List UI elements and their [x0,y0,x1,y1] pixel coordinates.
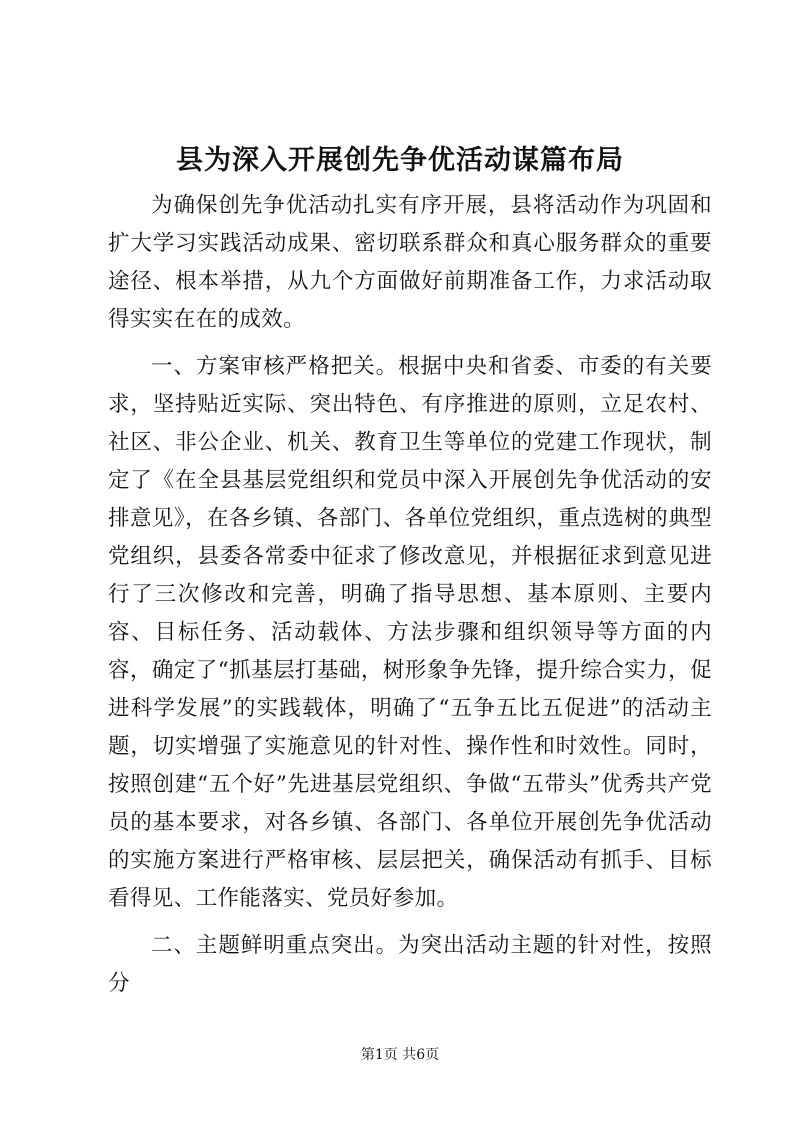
document-title: 县为深入开展创先争优活动谋篇布局 [176,145,624,176]
paragraph-section-2: 二、主题鲜明重点突出。为突出活动主题的针对性，按照分 [108,933,712,996]
paragraph-intro: 为确保创先争优活动扎实有序开展，县将活动作为巩固和扩大学习实践活动成果、密切联系群众和真心服务群众的重要途径、根本举措，从九个方面做好前期准备工作，力求活动取得实实在在的成效。 [108,193,712,332]
page-footer: 第1页 共6页 [360,1047,440,1063]
paragraph-section-1: 一、方案审核严格把关。根据中央和省委、市委的有关要求，坚持贴近实际、突出特色、有序推进的原则，立足农村、社区、非公企业、机关、教育卫生等单位的党建工作现状，制定了《在全县基层党组织和党员中深入开展创先争优活动的安排意见》，在各乡镇、各部门、各单位党组织，重点选树的典型党组织，县委各常委中征求了修改意见，并根据征求到意见进行了三次修改和完善，明确了指导思想、基本原则、主要内容、目标任务、活动载体、方法步骤和组织领导等方面的内容，确定了“抓基层打基础，树形象争先锋，提升综合实力，促进科学发展”的实践载体，明确了“五争五比五促进”的活动主题，切实增强了实施意见的针对性、操作性和时效性。同时，按照创建“五个好”先进基层党组织、争做“五带头”优秀共产党员的基本要求，对各乡镇、各部门、各单位开展创先争优活动的实施方案进行严格审核、层层把关，确保活动有抓手、目标看得见、工作能落实、党员好参加。 [108,354,712,911]
document-body [108,187,712,1012]
